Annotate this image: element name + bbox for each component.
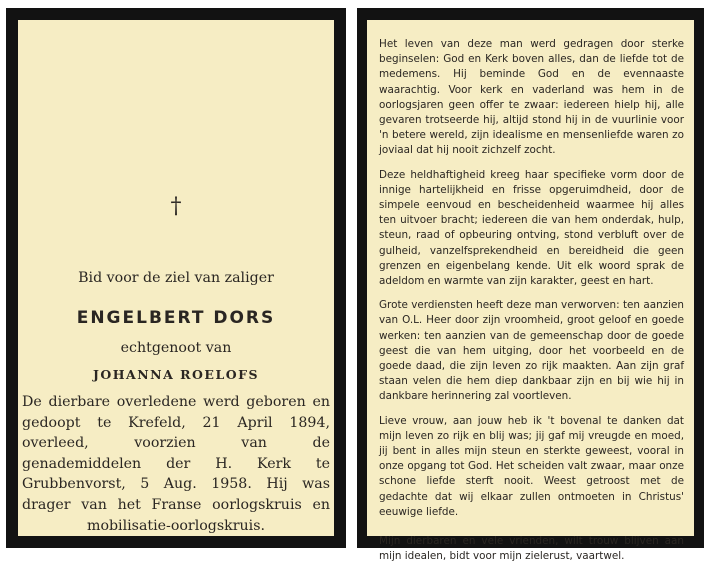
eulogy-paragraph-3: Grote verdiensten heeft deze man verworven: ten aanzien van O.L. Heer door zijn vroomheid, groot geloof en goede werken: ten aanzien van de gemeenschap door de goede geest die van hem uitging, door het voorbeeld en de goede daad, die zijn leven zo rijk maakten. Aan zijn graf staan velen die hem diep dankbaar zijn en bij wie hij in dankbare herinnering zal voortleven.: [379, 299, 684, 403]
memorial-card-left: [6, 8, 346, 548]
eulogy-paragraph-4: Lieve vrouw, aan jouw heb ik 't bovenal te danken dat mijn leven zo rijk en blij was; jij gaf mij vreugde en moed, jij bent in alles mijn steun en sterkte geweest, vooral in onze opgang tot God. Het scheiden valt zwaar, maar onze schone liefde sterft nooit. Weest getroost met de gedachte dat wij elkaar zullen ontmoeten in Christus' eeuwige liefde.: [379, 414, 684, 518]
card-paper-right: [367, 20, 694, 563]
prayer-line: Bid voor de ziel van zaliger: [78, 270, 274, 286]
card-paper-left: [18, 20, 334, 536]
eulogy-text: [379, 37, 684, 574]
deceased-name: ENGELBERT DORS: [76, 308, 276, 328]
eulogy-paragraph-5: Mijn dierbaren en vele vrienden, wilt trouw blijven aan mijn idealen, bidt voor mijn zielerust, vaartwel.: [379, 535, 684, 563]
memorial-card-right: [357, 8, 704, 563]
eulogy-paragraph-1: Het leven van deze man werd gedragen door sterke beginselen: God en Kerk boven alles, dan de liefde tot de medemens. Hij beminde God en de evennaaste waarachtig. Voor kerk en vaderland was hem in de oorlogsjaren geen offer te zwaar: iedereen hielp hij, alle gevaren trotseerde hij, altijd stond hij in de vuurlinie voor 'n betere wereld, zijn idealisme en mensenliefde waren zo joviaal dat hij nooit zichzelf zocht.: [379, 38, 684, 157]
cross-icon: †: [170, 194, 182, 219]
spouse-name: JOHANNA ROELOFS: [92, 367, 260, 382]
biography-text: De dierbare overledene werd geboren en gedoopt te Krefeld, 21 April 1894, overleed, voorzien van de genademiddelen der H. Kerk te Grubbenvorst, 5 Aug. 1958. Hij was drager van het Franse oorlogskruis en mobilisatie-oorlogskruis.: [22, 394, 330, 534]
spouse-label: echtgenoot van: [120, 340, 232, 356]
eulogy-paragraph-2: Deze heldhaftigheid kreeg haar specifieke vorm door de innige hartelijkheid en frisse opgeruimdheid, door de simpele eenvoud en bescheidenheid waarmee hij alles ten uitvoer bracht; iedereen die van hem onderdak, hulp, steun, raad of opbeuring ontving, stond verbluft over de gulheid, vanzelfsprekendheid en bereidheid die geen grenzen en eigenbelang kende. Uit elk woord sprak de adeldom en warmte van zijn karakter, geest en hart.: [379, 168, 684, 288]
